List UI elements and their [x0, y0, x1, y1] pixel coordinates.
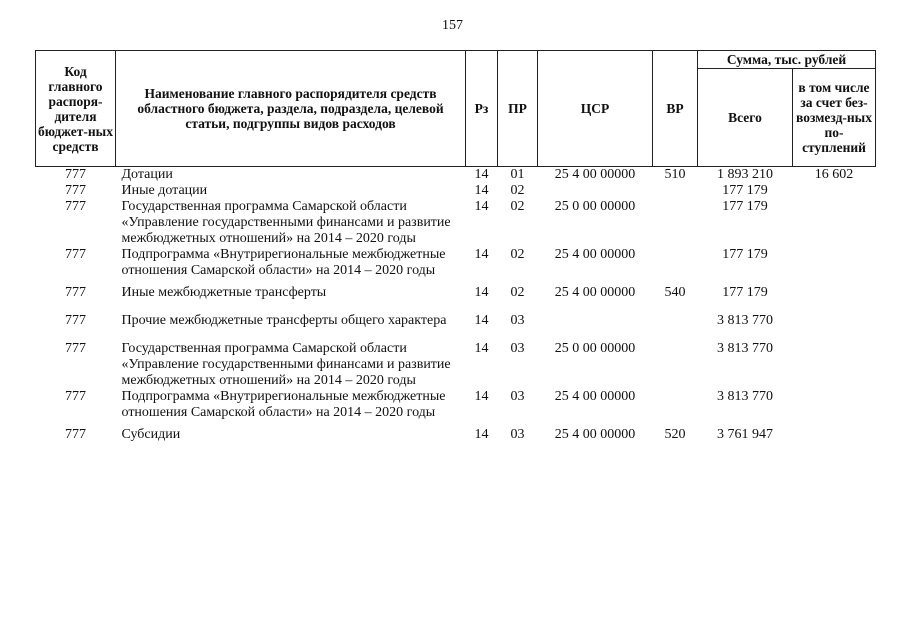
cell-vr: 520 [664, 427, 686, 442]
cell-name: Прочие межбюджетные трансферты общего характера [121, 313, 447, 328]
cell-vr [653, 389, 698, 421]
cell-free [793, 421, 876, 443]
cell-pr: 03 [510, 389, 525, 404]
cell-code: 777 [65, 183, 86, 198]
header-name: Наименование главного распорядителя средств областного бюджета, раздела, подраздела, целевой статьи, подгруппы видов расходов [116, 51, 466, 167]
cell-code: 777 [65, 427, 86, 442]
cell-free [793, 247, 876, 279]
cell-pr: 03 [510, 313, 525, 328]
cell-total: 177 179 [722, 285, 768, 300]
cell-csr: 25 4 00 00000 [554, 247, 636, 262]
table-row [36, 301, 876, 329]
table-header [36, 51, 876, 167]
cell-rz: 14 [474, 247, 489, 262]
cell-pr: 03 [510, 427, 525, 442]
cell-pr: 02 [510, 183, 525, 198]
cell-pr: 02 [510, 199, 525, 214]
cell-csr: 25 0 00 00000 [554, 199, 636, 214]
cell-code: 777 [65, 199, 86, 214]
cell-pr: 01 [510, 167, 525, 182]
cell-total: 177 179 [722, 183, 768, 198]
cell-rz: 14 [474, 199, 489, 214]
cell-total: 1 893 210 [717, 167, 773, 182]
table-row [36, 183, 876, 199]
cell-csr: 25 0 00 00000 [554, 341, 636, 356]
cell-name: Иные дотации [121, 183, 208, 198]
header-csr: ЦСР [538, 51, 653, 167]
cell-pr: 03 [510, 341, 525, 356]
cell-vr [653, 247, 698, 279]
cell-vr [653, 183, 698, 199]
cell-csr [538, 301, 653, 329]
table-row [36, 421, 876, 443]
cell-vr [653, 199, 698, 247]
cell-name: Дотации [121, 167, 173, 182]
header-vr: ВР [653, 51, 698, 167]
cell-free: 16 602 [814, 167, 854, 182]
cell-rz: 14 [474, 285, 489, 300]
page-number: 157 [442, 18, 463, 33]
cell-total: 3 761 947 [717, 427, 773, 442]
cell-rz: 14 [474, 167, 489, 182]
cell-vr: 510 [664, 167, 686, 182]
cell-name: Иные межбюджетные трансферты [121, 285, 327, 300]
cell-csr: 25 4 00 00000 [554, 427, 636, 442]
table-row [36, 329, 876, 389]
cell-vr: 540 [664, 285, 686, 300]
cell-name: Государственная программа Самарской области «Управление государственными финансами и развитие межбюджетных отношений» на 2014 – 2020 годы [121, 341, 451, 388]
header-pr: ПР [498, 51, 538, 167]
cell-code: 777 [65, 247, 86, 262]
cell-free [793, 329, 876, 389]
header-sum: Сумма, тыс. рублей [698, 51, 876, 69]
table-row [36, 247, 876, 279]
cell-total: 177 179 [722, 199, 768, 214]
cell-name: Государственная программа Самарской области «Управление государственными финансами и развитие межбюджетных отношений» на 2014 – 2020 годы [121, 199, 451, 246]
cell-free [793, 279, 876, 301]
cell-code: 777 [65, 389, 86, 404]
cell-vr [653, 301, 698, 329]
cell-total: 177 179 [722, 247, 768, 262]
cell-name: Субсидии [121, 427, 181, 442]
cell-csr [538, 183, 653, 199]
cell-free [793, 301, 876, 329]
table-row [36, 199, 876, 247]
cell-rz: 14 [474, 427, 489, 442]
cell-free [793, 183, 876, 199]
cell-name: Подпрограмма «Внутрирегиональные межбюджетные отношения Самарской области» на 2014 – 2020 годы [121, 247, 446, 278]
cell-rz: 14 [474, 313, 489, 328]
header-free: в том числе за счет без-возмезд-ных по-ступлений [793, 69, 876, 167]
table-row [36, 389, 876, 421]
cell-name: Подпрограмма «Внутрирегиональные межбюджетные отношения Самарской области» на 2014 – 2020 годы [121, 389, 446, 420]
header-code: Код главного распоря-дителя бюджет-ных средств [36, 51, 116, 167]
cell-total: 3 813 770 [717, 341, 773, 356]
cell-code: 777 [65, 313, 86, 328]
cell-code: 777 [65, 341, 86, 356]
cell-code: 777 [65, 285, 86, 300]
table-body [36, 167, 876, 444]
cell-free [793, 199, 876, 247]
cell-code: 777 [65, 167, 86, 182]
budget-table [35, 50, 876, 443]
cell-free [793, 389, 876, 421]
cell-total: 3 813 770 [717, 389, 773, 404]
cell-csr: 25 4 00 00000 [554, 167, 636, 182]
cell-rz: 14 [474, 341, 489, 356]
cell-rz: 14 [474, 389, 489, 404]
cell-csr: 25 4 00 00000 [554, 389, 636, 404]
cell-vr [653, 329, 698, 389]
cell-csr: 25 4 00 00000 [554, 285, 636, 300]
cell-total: 3 813 770 [717, 313, 773, 328]
table-row [36, 279, 876, 301]
header-total: Всего [698, 69, 793, 167]
header-rz: Рз [466, 51, 498, 167]
cell-pr: 02 [510, 247, 525, 262]
cell-pr: 02 [510, 285, 525, 300]
cell-rz: 14 [474, 183, 489, 198]
table-row [36, 167, 876, 184]
